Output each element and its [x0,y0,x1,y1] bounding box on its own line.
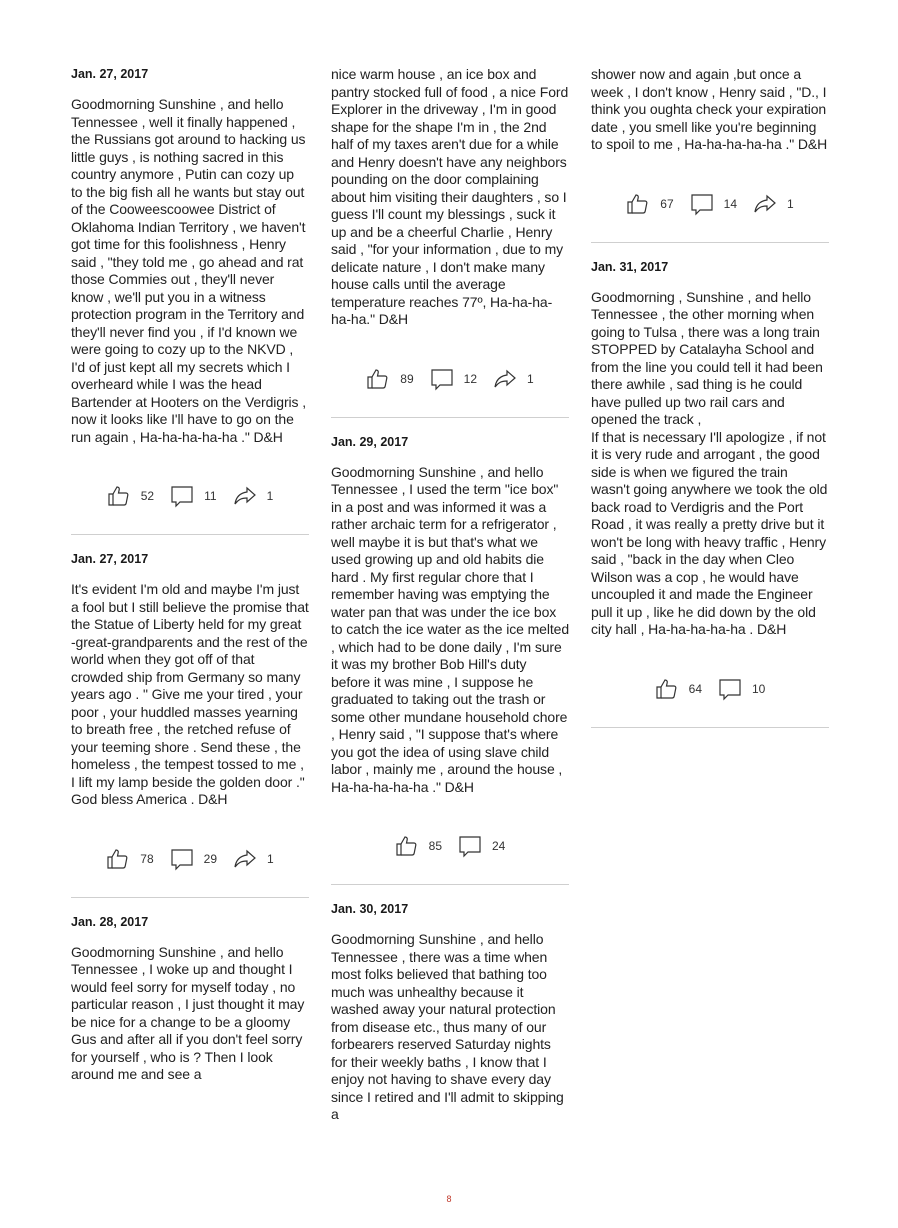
thumbs-up-icon [366,367,390,391]
like-button[interactable] [655,677,702,701]
share-count: 1 [527,371,534,386]
page-number: 8 [446,1194,452,1204]
share-icon [233,847,257,871]
post-separator [591,727,829,728]
comment-count: 10 [752,681,766,696]
reactions-bar [71,476,309,516]
like-button[interactable] [366,367,413,391]
post [331,901,569,1124]
column-2 [331,66,569,1124]
reactions-bar [591,184,829,224]
post-continued [591,66,829,224]
share-button[interactable] [493,367,534,391]
post-text: shower now and again ,but once a week , I don't know , Henry said , "D., I think you oughta check your expiration date , you smell like you're beginning to spoil to me , Ha-ha-ha-ha-ha ." D&H [591,66,828,152]
post-date: Jan. 27, 2017 [71,67,149,81]
comment-count: 14 [723,196,738,211]
post-date: Jan. 29, 2017 [331,434,409,449]
like-count: 78 [140,851,154,866]
comment-icon [430,367,454,391]
share-button[interactable] [233,847,274,871]
like-button[interactable] [107,484,154,508]
comment-icon [458,834,482,858]
comment-button[interactable] [430,367,477,391]
like-count: 52 [140,489,155,503]
reactions-bar [331,359,569,399]
post-text: Goodmorning Sunshine , and hello Tennessee , there was a time when most folks believed that bathing too much was unhealthy because it washed away your natural protection from disease etc., thus many of our forbearers reserved Saturday nights for their weekly baths , I know that I enjoy not having to shave every day since I retired and I'll admit to skipping a [331,931,564,1122]
post [331,434,569,867]
comment-icon [170,484,194,508]
comment-button[interactable] [458,834,505,858]
share-count: 1 [267,851,274,866]
reactions-bar [591,669,829,709]
share-count: 1 [266,489,274,503]
share-icon [493,367,517,391]
comment-icon [718,677,742,701]
column-3 [591,66,829,744]
like-button[interactable] [626,192,673,216]
post-text: Goodmorning Sunshine , and hello Tennessee , I used the term "ice box" in a post and was informed it was a rather archaic term for a refrigerator , well maybe it is but that's what we used growing up and old habits die hard . My first regular chore that I remember having was emptying the water pan that was under the ice box to catch the ice water as the ice melted , which had to be done daily , I'm sure it was my brother Bob Hill's duty before it was mine , I suppose he graduated to taking out the trash or some other mundane household chore , Henry said , "I suppose that's where you got the idea of using slave child labor , mainly me , around the house , Ha-ha-ha-ha-ha ." D&H [331,463,570,795]
post-text: It's evident I'm old and maybe I'm just a fool but I still believe the promise that the Statue of Liberty held for my great -great-grandparents and the rest of the world when they got off of that crowded ship from Germany so many years ago . " Give me your tired , your poor , your huddled masses yearning to breath free , the retched refuse of your teeming shore . Send these , the homeless , the tempest tossed to me , I lift my lamp beside the golden door ." God bless America . D&H [71,581,309,807]
thumbs-up-icon [655,677,679,701]
post [71,66,309,516]
post-text: Goodmorning Sunshine , and hello Tennessee , well it finally happened , the Russians got around to hacking us little guys , is nothing sacred in this country anymore , Putin can cozy up to the big fish all he wants but stay out of the Cooweescoowee District of Oklahoma Indian Territory , we haven't got time for this foolishness , Henry said , "they told me , go ahead and rat those Commies out , they'll never know , we'll put you in a witness protection program in the Territory and they'll never find you , if I'd known we were going to cozy up to the NKVD , I'd of just kept all my secrets which I overheard while I was the head Bartender at Hooters on the Verdigris , now it looks like I'll have to go on the run again , Ha-ha-ha-ha-ha ." D&H [71,96,307,445]
like-count: 67 [660,196,674,211]
share-button[interactable] [753,192,794,216]
post [71,551,309,879]
like-count: 64 [688,681,702,696]
thumbs-up-icon [106,847,130,871]
thumbs-up-icon [395,834,419,858]
post-separator [71,534,309,535]
share-icon [233,484,257,508]
share-button[interactable] [233,484,274,508]
post-date: Jan. 28, 2017 [71,914,149,929]
post-text: Goodmorning Sunshine , and hello Tennessee , I woke up and thought I would feel sorry for myself today , no particular reason , I just thought it may be nice for a change to be a gloomy Gus and after all if you don't feel sorry for yourself , who is ? Then I look around me and see a [71,943,305,1082]
share-count: 1 [787,196,794,211]
comment-count: 11 [204,489,217,503]
post [591,259,829,709]
reactions-bar [71,839,309,879]
comment-count: 24 [492,839,506,853]
post-text: nice warm house , an ice box and pantry stocked full of food , a nice Ford Explorer in the driveway , I'm in good shape for the shape I'm in , the 2nd half of my taxes aren't due for a while and Henry doesn't have any neighbors pounding on the door complaining about him visiting their daughters , so I guess I'll count my blessings , suck it up and be a cheerful Charlie , Henry said , "for your information , due to my delicate nature , I don't make many house calls until the average temperature reaches 77º, Ha-ha-ha-ha-ha." D&H [331,66,569,327]
post-separator [331,417,569,418]
reactions-bar [331,826,569,866]
share-icon [753,192,777,216]
thumbs-up-icon [107,484,131,508]
comment-count: 12 [463,371,478,386]
thumbs-up-icon [626,192,650,216]
post-continued [331,66,569,399]
column-1 [71,66,309,1084]
post-date: Jan. 30, 2017 [331,902,409,916]
comment-count: 29 [203,851,218,866]
like-button[interactable] [106,847,153,871]
like-count: 89 [400,371,414,386]
post-date: Jan. 27, 2017 [71,552,149,566]
like-count: 85 [428,839,442,853]
comment-icon [170,847,194,871]
post [71,914,309,1084]
comment-button[interactable] [690,192,737,216]
comment-button[interactable] [170,484,216,508]
comment-button[interactable] [170,847,217,871]
post-date: Jan. 31, 2017 [591,259,669,274]
post-text: Goodmorning , Sunshine , and hello Tennessee , the other morning when going to Tulsa , there was a long train STOPPED by Catalayha School and from the line you could tell it had been there awhile , sad thing is he could have pulled up two rail cars and opened the track , If that is necessary I'll apologize , if not it is very rude and arrogant , the good side is when we figured the train wasn't going anywhere we took the old back road to Verdigris and the Port Road , it was really a pretty drive but it won't be long with heavy traffic , Henry said , "back in the day when Cleo Wilson was a cop , he would have uncoupled it and made the Engineer pull it up , like he did down by the old city hall , Ha-ha-ha-ha-ha . D&H [591,288,828,637]
comment-button[interactable] [718,677,765,701]
comment-icon [690,192,714,216]
like-button[interactable] [395,834,442,858]
post-separator [591,242,829,243]
post-separator [71,897,309,898]
post-separator [331,884,569,885]
